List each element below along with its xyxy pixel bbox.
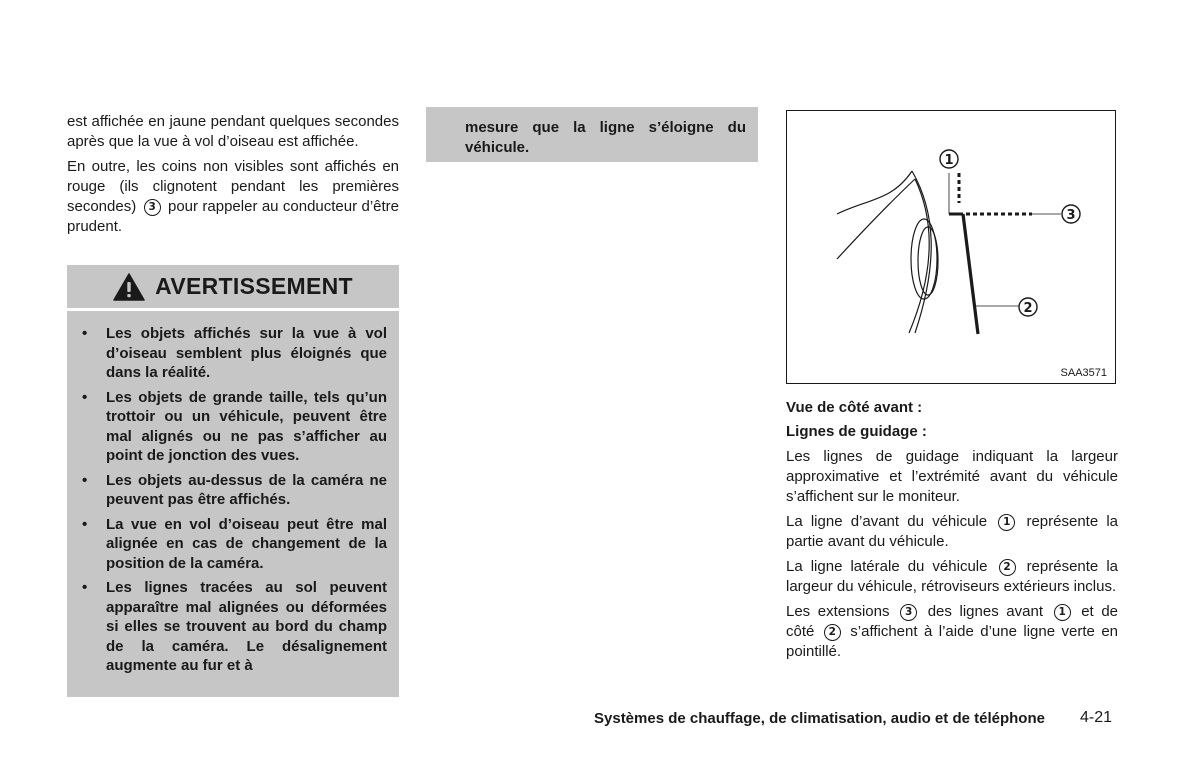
bullet: • bbox=[82, 325, 88, 342]
page-number: 4-21 bbox=[1080, 709, 1113, 726]
callout-1-label: 1 bbox=[944, 153, 954, 168]
heading-guide-lines: Lignes de guidage : bbox=[786, 423, 927, 440]
right-column bbox=[786, 398, 1118, 667]
paragraph-front-line-text-a: La ligne d’avant du véhicule bbox=[786, 513, 988, 530]
paragraph-extensions-text-a: Les extensions bbox=[786, 603, 890, 620]
warning-title: AVERTISSEMENT bbox=[155, 273, 353, 299]
warning-item bbox=[67, 578, 399, 676]
paragraph-corners-text-b: pour rappeler au conducteur d’être prudent. bbox=[67, 198, 400, 235]
bullet: • bbox=[82, 388, 88, 406]
callout-1-marker bbox=[940, 150, 958, 168]
warning-item-text: Les objets de grande taille, tels qu’un trottoir ou un véhicule, peuvent être mal alignés ou ne pas s’afficher au point de jonction des vues. bbox=[106, 388, 387, 464]
warning-item bbox=[67, 388, 399, 466]
callout-2-badge: 2 bbox=[824, 624, 841, 641]
warning-triangle-icon bbox=[113, 273, 145, 301]
paragraph-highlight: est affichée en jaune pendant quelques secondes après que la vue à vol d’oiseau est affichée. bbox=[67, 113, 399, 150]
warning-continuation-text: mesure que la ligne s’éloigne du véhicule. bbox=[465, 119, 746, 156]
paragraph-corners bbox=[67, 157, 399, 237]
paragraph-extensions-text-c: et de côté bbox=[786, 603, 1119, 640]
paragraph-corners-text-a: En outre, les coins non visibles sont affichés en rouge (ils clignotent pendant les premières secondes) bbox=[67, 158, 399, 215]
callout-2-badge: 2 bbox=[999, 559, 1016, 576]
warning-header bbox=[67, 265, 399, 311]
callout-1-badge: 1 bbox=[998, 514, 1015, 531]
callout-3-marker bbox=[1062, 205, 1080, 223]
callout-2-marker bbox=[1019, 298, 1037, 316]
paragraph-guide-lines: Les lignes de guidage indiquant la largeur approximative et l’extrémité avant du véhicule s’affichent sur le moniteur. bbox=[786, 448, 1118, 505]
warning-item-text: La vue en vol d’oiseau peut être mal alignée en cas de changement de la position de la caméra. bbox=[106, 515, 387, 572]
paragraph-side-line-text-a: La ligne latérale du véhicule bbox=[786, 558, 988, 575]
figure-code: SAA3571 bbox=[1060, 367, 1107, 379]
warning-item-text: Les objets affichés sur la vue à vol d’oiseau semblent plus éloignés que dans la réalité. bbox=[106, 325, 387, 381]
paragraph-extensions-text-b: des lignes avant bbox=[927, 603, 1043, 620]
side-view-diagram bbox=[787, 111, 1115, 383]
bullet: • bbox=[82, 515, 88, 533]
warning-item bbox=[67, 324, 399, 383]
warning-list bbox=[67, 324, 399, 681]
paragraph-side-line-text-b: représente la largeur du véhicule, rétroviseurs extérieurs inclus. bbox=[786, 558, 1118, 595]
paragraph-front-line bbox=[786, 512, 1118, 552]
left-column bbox=[67, 112, 399, 242]
callout-2-label: 2 bbox=[1023, 301, 1033, 316]
figure-side-view bbox=[786, 110, 1116, 384]
warning-item bbox=[67, 471, 399, 510]
paragraph-front-line-text-b: représente la partie avant du véhicule. bbox=[786, 513, 1119, 550]
callout-3-badge: 3 bbox=[900, 604, 917, 621]
callout-1-badge: 1 bbox=[1054, 604, 1071, 621]
callout-3-label: 3 bbox=[1066, 208, 1076, 223]
paragraph-extensions-text-d: s’affichent à l’aide d’une ligne verte en pointillé. bbox=[786, 623, 1119, 660]
warning-continuation bbox=[426, 107, 758, 162]
bullet: • bbox=[82, 471, 88, 489]
paragraph-extensions bbox=[786, 602, 1118, 662]
callout-3-badge: 3 bbox=[144, 199, 161, 216]
footer-section-title: Systèmes de chauffage, de climatisation, audio et de téléphone bbox=[594, 710, 1045, 727]
warning-box bbox=[67, 265, 399, 697]
warning-item-text: Les lignes tracées au sol peuvent apparaître mal alignées ou déformées si elles se trouvent au bord du champ de la caméra. Le désalignement augmente au fur et à bbox=[106, 579, 387, 674]
warning-item bbox=[67, 515, 399, 574]
bullet: • bbox=[82, 579, 88, 596]
paragraph-side-line bbox=[786, 557, 1118, 597]
heading-front-side-view: Vue de côté avant : bbox=[786, 399, 923, 416]
warning-item-text: Les objets au-dessus de la caméra ne peuvent pas être affichés. bbox=[106, 471, 387, 508]
